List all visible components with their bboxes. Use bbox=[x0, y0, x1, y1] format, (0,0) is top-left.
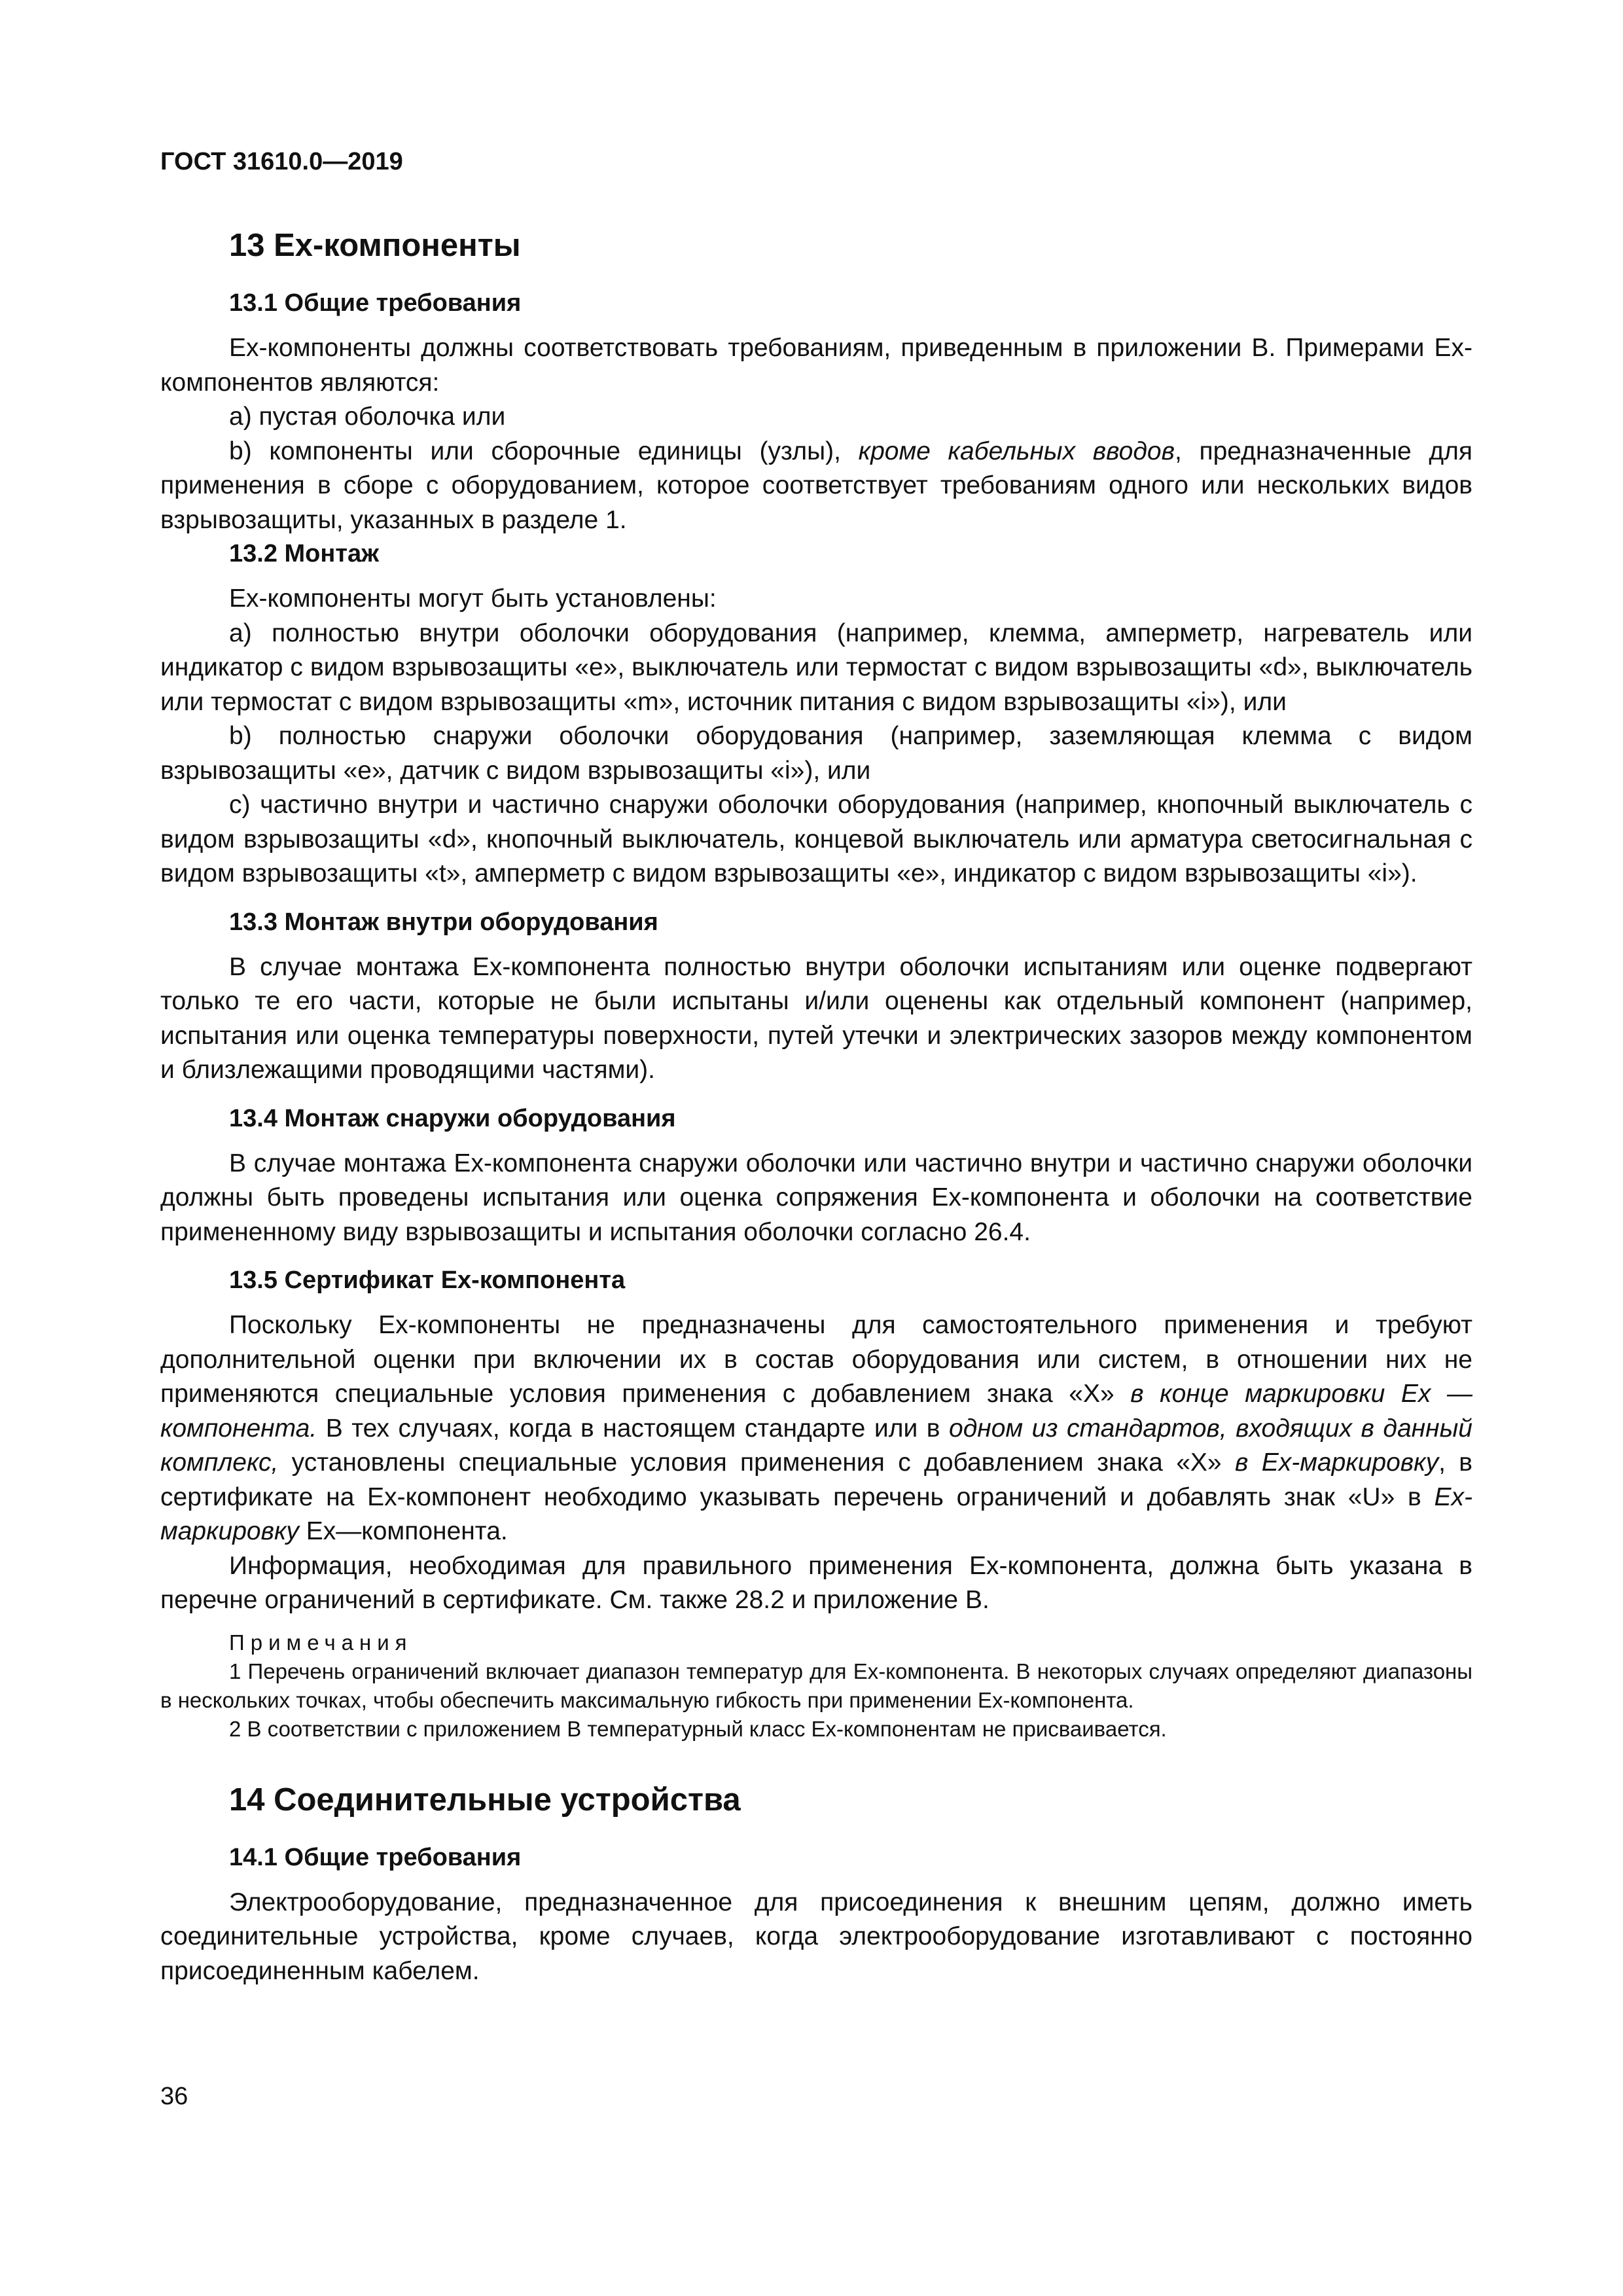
section-13-body bbox=[160, 226, 1472, 1988]
paragraph: В случае монтажа Ex-компонента полностью внутри оболочки испытаниям или оценке подвергают только те его части, которые не были испытаны и/или оценены как отдельный компонент (например, испытания или оценка температуры поверхности, путей утечки и электрических зазоров между компонентом и близлежащими проводящими частями). bbox=[160, 952, 1472, 1084]
note-item: 2 В соответствии с приложением В температурный класс Ex-компонентам не присваивается. bbox=[229, 1716, 1167, 1741]
section-13-2-title: 13.2 Монтаж bbox=[229, 540, 380, 567]
list-item: b) компоненты или сборочные единицы (узлы), кроме кабельных вводов, предназначенные для применения в сборе с оборудованием, которое соответствует требованиям одного или нескольких видов взрывозащиты, указанных в разделе 1. bbox=[160, 437, 1472, 534]
list-item: а) пустая оболочка или bbox=[229, 403, 506, 431]
paragraph: Поскольку Ex-компоненты не предназначены для самостоятельного применения и требуют дополнительной оценки при включении их в состав оборудования или систем, в отношении них не применяются специальные условия применения с добавлением знака «X» в конце маркировки Ex — компонента. В тех случаях, когда в настоящем стандарте или в одном из стандартов, входящих в данный комплекс, установлены специальные условия применения с добавлением знака «X» в Ex-маркировку, в сертификате на Ex-компонент необходимо указывать перечень ограничений и добавлять знак «U» в Ex-маркировку Ex—компонента. bbox=[160, 1311, 1473, 1545]
paragraph: Ex-компоненты должны соответствовать требованиям, приведенным в приложении В. Примерами Ex-компонентов являются: bbox=[160, 334, 1472, 397]
section-14-title: 14 Соединительные устройства bbox=[229, 1782, 741, 1818]
note-item: 1 Перечень ограничений включает диапазон температур для Ex-компонента. В некоторых случаях определяют диапазоны в нескольких точках, чтобы обеспечить максимальную гибкость при применении Ex-компонента. bbox=[160, 1659, 1472, 1712]
document-header: ГОСТ 31610.0—2019 bbox=[160, 148, 403, 175]
section-14-1-title: 14.1 Общие требования bbox=[229, 1843, 522, 1871]
section-13-4-title: 13.4 Монтаж снаружи оборудования bbox=[229, 1104, 676, 1132]
section-13-1-title: 13.1 Общие требования bbox=[229, 289, 522, 317]
list-item: b) полностью снаружи оболочки оборудования (например, заземляющая клемма с видом взрывозащиты «е», датчик с видом взрывозащиты «i»), или bbox=[160, 722, 1472, 785]
paragraph: Ex-компоненты могут быть установлены: bbox=[229, 584, 717, 613]
notes-title: Примечания bbox=[229, 1630, 413, 1655]
paragraph: В случае монтажа Ex-компонента снаружи оболочки или частично внутри и частично снаружи оболочки должны быть проведены испытания или оценка сопряжения Ex-компонента и оболочки на соответствие примененному виду взрывозащиты и испытания оболочки согласно 26.4. bbox=[160, 1149, 1472, 1246]
section-13-title: 13 Ex-компоненты bbox=[229, 228, 521, 263]
list-item: а) полностью внутри оболочки оборудования (например, клемма, амперметр, нагреватель или индикатор с видом взрывозащиты «е», выключатель или термостат с видом взрывозащиты «d», выключатель или термостат с видом взрывозащиты «m», источник питания с видом взрывозащиты «i»), или bbox=[160, 619, 1472, 716]
paragraph: Электрооборудование, предназначенное для присоединения к внешним цепям, должно иметь соединительные устройства, кроме случаев, когда электрооборудование изготавливают с постоянно присоединенным кабелем. bbox=[160, 1888, 1472, 1985]
page-number: 36 bbox=[160, 2083, 188, 2110]
section-13-3-title: 13.3 Монтаж внутри оборудования bbox=[229, 908, 658, 936]
section-13-5-title: 13.5 Сертификат Ex-компонента bbox=[229, 1266, 626, 1294]
list-item: с) частично внутри и частично снаружи оболочки оборудования (например, кнопочный выключатель с видом взрывозащиты «d», кнопочный выключатель, концевой выключатель или арматура светосигнальная с видом взрывозащиты «t», амперметр с видом взрывозащиты «е», индикатор с видом взрывозащиты «i»). bbox=[160, 791, 1472, 888]
paragraph: Информация, необходимая для правильного применения Ex-компонента, должна быть указана в перечне ограничений в сертификате. См. также 28.2 и приложение В. bbox=[160, 1551, 1472, 1614]
